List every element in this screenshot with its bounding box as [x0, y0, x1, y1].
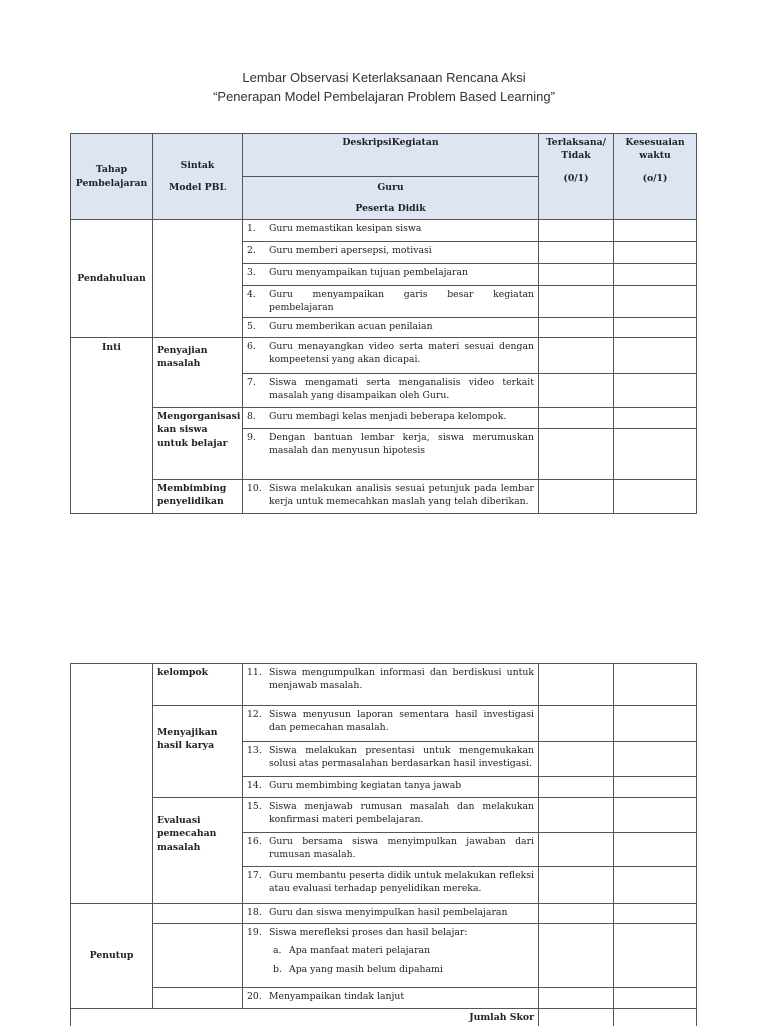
- observation-table-part2: [70, 663, 697, 1026]
- activity-item: [243, 220, 539, 242]
- terlaksana-cell[interactable]: [539, 220, 614, 242]
- sub-item: [247, 963, 534, 976]
- item-number: 1.: [247, 222, 269, 235]
- item-text: Siswa mengumpulkan informasi dan berdiskusi untuk menjawab masalah.: [269, 666, 534, 693]
- item-number: 4.: [247, 288, 269, 315]
- item-number: 15.: [247, 800, 269, 827]
- header-peserta: Peserta Didik: [247, 202, 534, 215]
- activity-item: [243, 988, 539, 1009]
- sintak-evaluasi: Evaluasi pemecahan masalah: [153, 798, 243, 904]
- activity-item: [243, 742, 539, 777]
- kesesuaian-cell[interactable]: [614, 220, 697, 242]
- jumlah-skor-label: Jumlah Skor: [71, 1009, 539, 1026]
- activity-item: [243, 337, 539, 373]
- item-number: 7.: [247, 376, 269, 403]
- header-terlaksana: [539, 134, 614, 220]
- item-text: Siswa melakukan analisis sesuai petunjuk pada lembar kerja untuk memecahkan maslah yang telah diberikan.: [269, 482, 534, 509]
- item-text: Guru menyampaikan garis besar kegiatan pembelajaran: [269, 288, 534, 315]
- activity-item: [243, 373, 539, 407]
- activity-item: [243, 798, 539, 833]
- item-number: 16.: [247, 835, 269, 862]
- activity-item: [243, 407, 539, 428]
- item-number: 9.: [247, 431, 269, 458]
- kesesuaian-cell[interactable]: [614, 988, 697, 1009]
- kesesuaian-cell[interactable]: [614, 664, 697, 706]
- activity-item: [243, 428, 539, 479]
- header-sintak-line1: Sintak: [157, 159, 238, 172]
- item-number: 2.: [247, 244, 269, 257]
- terlaksana-cell[interactable]: [539, 264, 614, 286]
- item-text: Guru menayangkan video serta materi sesuai dengan kompeetensi yang akan dicapai.: [269, 340, 534, 367]
- header-guru: Guru: [247, 181, 534, 194]
- kesesuaian-cell[interactable]: [614, 337, 697, 373]
- header-sintak: [153, 134, 243, 220]
- kesesuaian-cell[interactable]: [614, 428, 697, 479]
- activity-item: [243, 242, 539, 264]
- item-number: 3.: [247, 266, 269, 279]
- terlaksana-cell[interactable]: [539, 317, 614, 337]
- item-text: Dengan bantuan lembar kerja, siswa merumuskan masalah dan menyusun hipotesis: [269, 431, 534, 458]
- kesesuaian-cell[interactable]: [614, 777, 697, 798]
- sintak-menyajikan: Menyajikan hasil karya: [153, 706, 243, 798]
- item-number: 12.: [247, 708, 269, 735]
- activity-item: [243, 317, 539, 337]
- sub-item: [247, 944, 534, 957]
- activity-item: [243, 706, 539, 742]
- item-number: 11.: [247, 666, 269, 693]
- item-text: Guru membagi kelas menjadi beberapa kelompok.: [269, 410, 534, 423]
- header-kesesuaian: [614, 134, 697, 220]
- sintak-kelompok: kelompok: [153, 664, 243, 706]
- kesesuaian-cell[interactable]: [614, 242, 697, 264]
- activity-item: [243, 479, 539, 513]
- document-title: Lembar Observasi Keterlaksanaan Rencana Aksi: [0, 70, 768, 85]
- item-number: 13.: [247, 744, 269, 771]
- item-number: 10.: [247, 482, 269, 509]
- terlaksana-cell[interactable]: [539, 373, 614, 407]
- jumlah-skor-kesesuaian[interactable]: [614, 1009, 697, 1026]
- terlaksana-cell[interactable]: [539, 867, 614, 904]
- header-kesesuaian-value: (o/1): [618, 172, 692, 185]
- terlaksana-cell[interactable]: [539, 924, 614, 988]
- activity-item: [243, 924, 539, 988]
- terlaksana-cell[interactable]: [539, 706, 614, 742]
- kesesuaian-cell[interactable]: [614, 833, 697, 867]
- item-text: Guru memberi apersepsi, motivasi: [269, 244, 534, 257]
- terlaksana-cell[interactable]: [539, 337, 614, 373]
- terlaksana-cell[interactable]: [539, 777, 614, 798]
- kesesuaian-cell[interactable]: [614, 904, 697, 924]
- terlaksana-cell[interactable]: [539, 988, 614, 1009]
- tahap-inti-continued: [71, 664, 153, 904]
- terlaksana-cell[interactable]: [539, 407, 614, 428]
- kesesuaian-cell[interactable]: [614, 286, 697, 318]
- item-text: Guru memberikan acuan penilaian: [269, 320, 534, 333]
- tahap-penutup: Penutup: [71, 904, 153, 1009]
- header-tahap: Tahap Pembelajaran: [71, 134, 153, 220]
- activity-item: [243, 264, 539, 286]
- item-text: Siswa mengamati serta menganalisis video terkait masalah yang disampaikan oleh Guru.: [269, 376, 534, 403]
- item-text: Guru membimbing kegiatan tanya jawab: [269, 779, 534, 792]
- header-guru-peserta: [243, 177, 539, 220]
- item-text: Guru membantu peserta didik untuk melakukan refleksi atau evaluasi terhadap penyelidikan mereka.: [269, 869, 534, 896]
- header-terlaksana-label: Terlaksana/ Tidak: [543, 136, 609, 163]
- sub-item-text: Apa yang masih belum dipahami: [289, 963, 534, 976]
- terlaksana-cell[interactable]: [539, 664, 614, 706]
- item-number: 18.: [247, 906, 269, 919]
- terlaksana-cell[interactable]: [539, 798, 614, 833]
- item-number: 14.: [247, 779, 269, 792]
- header-kesesuaian-label: Kesesuaian waktu: [618, 136, 692, 163]
- item-number: 20.: [247, 990, 269, 1003]
- kesesuaian-cell[interactable]: [614, 798, 697, 833]
- item-number: 6.: [247, 340, 269, 367]
- item-number: 19.: [247, 926, 269, 939]
- sintak-empty: [153, 988, 243, 1009]
- activity-item: [243, 904, 539, 924]
- terlaksana-cell[interactable]: [539, 742, 614, 777]
- item-text: Guru menyampaikan tujuan pembelajaran: [269, 266, 534, 279]
- tahap-pendahuluan: Pendahuluan: [71, 220, 153, 338]
- sub-item-letter: b.: [273, 963, 289, 976]
- kesesuaian-cell[interactable]: [614, 407, 697, 428]
- kesesuaian-cell[interactable]: [614, 706, 697, 742]
- kesesuaian-cell[interactable]: [614, 742, 697, 777]
- terlaksana-cell[interactable]: [539, 428, 614, 479]
- terlaksana-cell[interactable]: [539, 904, 614, 924]
- item-text: Menyampaikan tindak lanjut: [269, 990, 534, 1003]
- kesesuaian-cell[interactable]: [614, 479, 697, 513]
- header-sintak-line2: Model PBL: [157, 181, 238, 194]
- document-subtitle: “Penerapan Model Pembelajaran Problem Based Learning”: [0, 89, 768, 104]
- sintak-empty: [153, 220, 243, 338]
- item-number: 8.: [247, 410, 269, 423]
- sub-item-letter: a.: [273, 944, 289, 957]
- item-text: Siswa menjawab rumusan masalah dan melakukan konfirmasi materi pembelajaran.: [269, 800, 534, 827]
- item-number: 5.: [247, 320, 269, 333]
- item-text: Siswa melakukan presentasi untuk mengemukakan solusi atas permasalahan berdasarkan hasil investigasi.: [269, 744, 534, 771]
- terlaksana-cell[interactable]: [539, 479, 614, 513]
- item-text: Guru memastikan kesipan siswa: [269, 222, 534, 235]
- sintak-empty: [153, 904, 243, 924]
- terlaksana-cell[interactable]: [539, 286, 614, 318]
- activity-item: [243, 286, 539, 318]
- item-text: Siswa menyusun laporan sementara hasil investigasi dan pemecahan masalah.: [269, 708, 534, 735]
- sintak-mengorganisasi: Mengorganisasi kan siswa untuk belajar: [153, 407, 243, 479]
- kesesuaian-cell[interactable]: [614, 264, 697, 286]
- header-terlaksana-value: (0/1): [543, 172, 609, 185]
- jumlah-skor-terlaksana[interactable]: [539, 1009, 614, 1026]
- header-deskripsi: DeskripsiKegiatan: [243, 134, 539, 177]
- item-text: Siswa merefleksi proses dan hasil belajar:: [269, 926, 534, 939]
- kesesuaian-cell[interactable]: [614, 867, 697, 904]
- kesesuaian-cell[interactable]: [614, 317, 697, 337]
- sintak-membimbing: Membimbing penyelidikan: [153, 479, 243, 513]
- kesesuaian-cell[interactable]: [614, 373, 697, 407]
- sub-item-text: Apa manfaat materi pelajaran: [289, 944, 534, 957]
- activity-item: [243, 833, 539, 867]
- activity-item: [243, 867, 539, 904]
- activity-item: [243, 777, 539, 798]
- item-text: Guru bersama siswa menyimpulkan jawaban dari rumusan masalah.: [269, 835, 534, 862]
- sintak-penyajian: Penyajian masalah: [153, 337, 243, 407]
- terlaksana-cell[interactable]: [539, 242, 614, 264]
- terlaksana-cell[interactable]: [539, 833, 614, 867]
- observation-table-part1: [70, 133, 697, 514]
- activity-item: [243, 664, 539, 706]
- tahap-inti: Inti: [71, 337, 153, 513]
- item-number: 17.: [247, 869, 269, 896]
- sintak-empty: [153, 924, 243, 988]
- item-text: Guru dan siswa menyimpulkan hasil pembelajaran: [269, 906, 534, 919]
- kesesuaian-cell[interactable]: [614, 924, 697, 988]
